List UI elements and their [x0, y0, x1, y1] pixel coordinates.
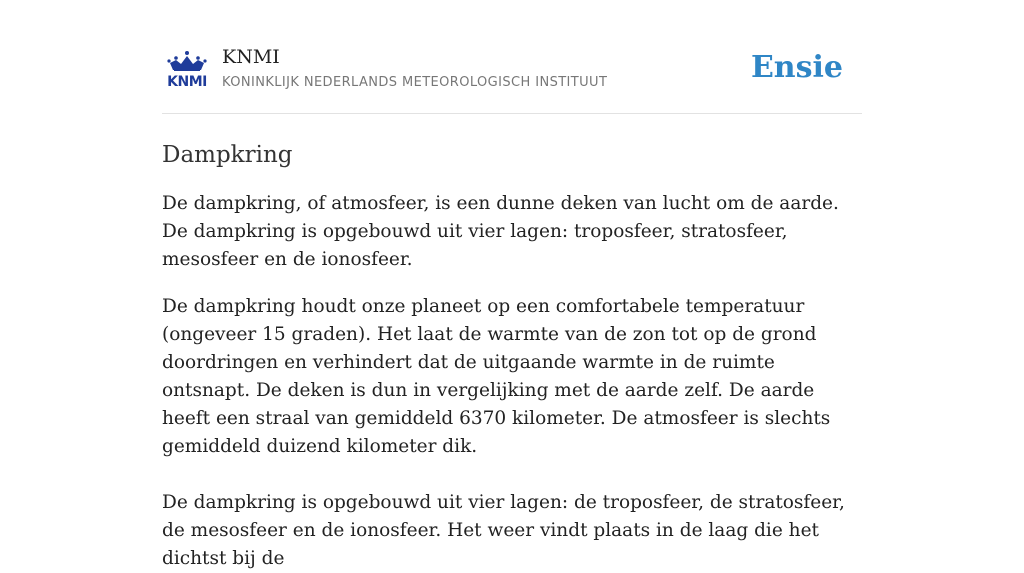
paragraph-1: De dampkring, of atmosfeer, is een dunne deken van lucht om de aarde. De dampkring is opgebouwd uit vier lagen: troposfeer, stratosfeer, mesosfeer en de ionosfeer.	[162, 193, 839, 270]
paragraph-2: De dampkring houdt onze planeet op een comfortabele temperatuur (ongeveer 15 graden). Het laat de warmte van de zon tot op de grond doordringen en verhindert dat de uitgaande warmte in de ruimte ontsnapt. De deken is dun in vergelijking met de aarde zelf. De aarde heeft een straal van gemiddeld 6370 kilometer. De atmosfeer is slechts gemiddeld duizend kilometer dik.	[162, 296, 831, 457]
header	[162, 0, 862, 114]
page	[162, 0, 862, 573]
paragraph-3: De dampkring is opgebouwd uit vier lagen: de troposfeer, de stratosfeer, de mesosfeer en de ionosfeer. Het weer vindt plaats in de laag die het dichtst bij de	[162, 492, 845, 569]
org-full-name: KONINKLIJK NEDERLANDS METEOROLOGISCH INSTITUUT	[222, 75, 608, 90]
page-title: Dampkring	[162, 142, 293, 168]
knmi-logo[interactable]	[164, 50, 210, 90]
logo-text: KNMI	[167, 74, 207, 90]
ensie-brand-link[interactable]: Ensie	[750, 50, 843, 85]
org-short-name: KNMI	[222, 46, 280, 68]
